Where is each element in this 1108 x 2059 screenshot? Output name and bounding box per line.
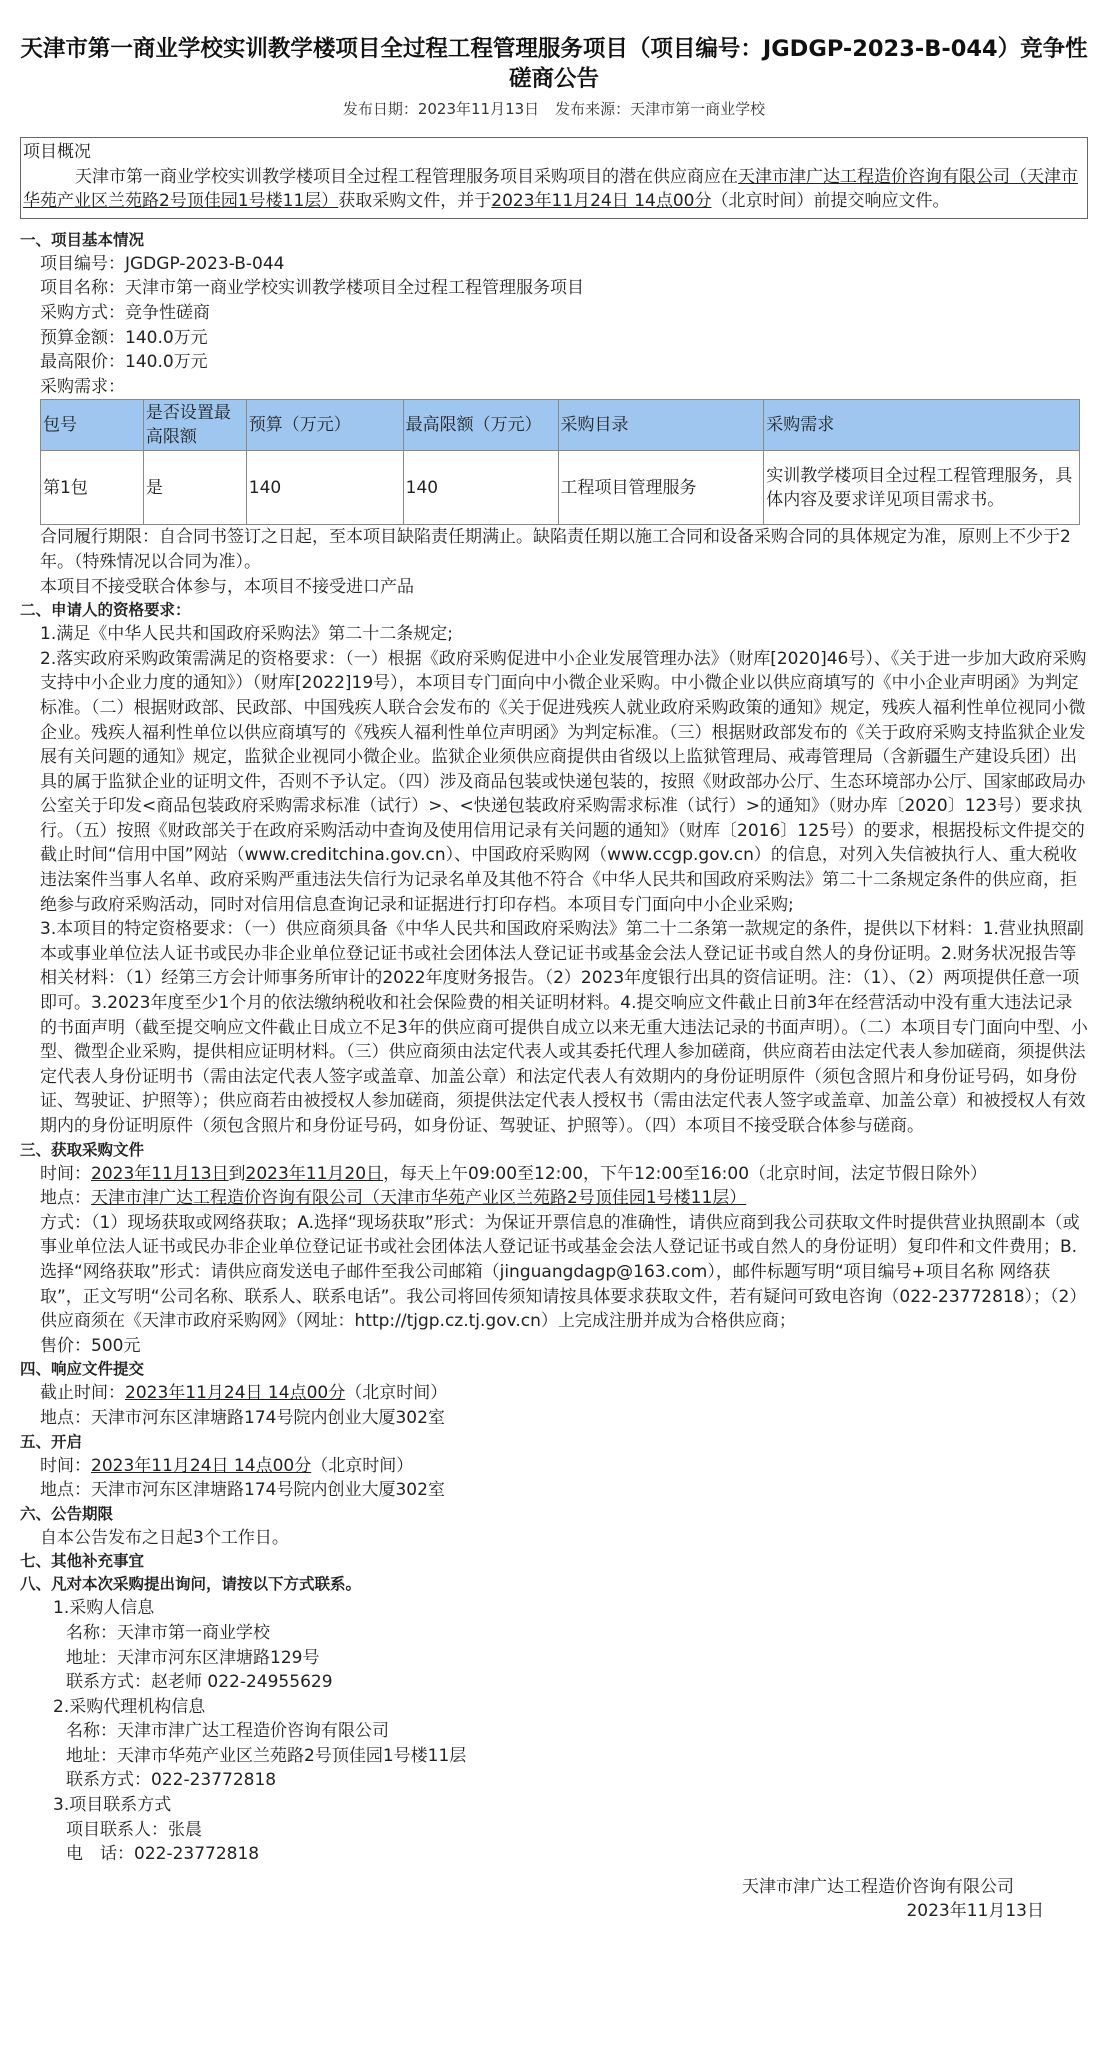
section-5-heading: 五、开启	[20, 1432, 83, 1451]
overview-text: 天津市第一商业学校实训教学楼项目全过程工程管理服务项目采购项目的潜在供应商应在天津市津广达工程造价咨询有限公司（天津市华苑产业区兰苑路2号顶佳园1号楼11层）获取采购文件，并于2023年11月24日 14点00分（北京时间）前提交响应文件。	[23, 166, 1078, 212]
publish-source: 发布来源：天津市第一商业学校	[555, 100, 766, 118]
table-header-cell: 最高限额（万元）	[403, 400, 558, 451]
acquire-end-date: 2023年11月20日	[245, 1163, 384, 1184]
section-4-heading: 四、响应文件提交	[20, 1360, 145, 1379]
table-header-cell: 是否设置最高限额	[143, 400, 246, 451]
contract-term: 合同履行期限：自合同书签订之日起，至本项目缺陷责任期满止。缺陷责任期以施工合同和设备采购合同的具体规定为准，原则上不少于2年。（特殊情况以合同为准）。	[40, 527, 1071, 572]
table-cell: 是	[143, 451, 246, 525]
purchaser-info-title: 1.采购人信息	[53, 1598, 155, 1619]
consortium-note: 本项目不接受联合体参与，本项目不接受进口产品	[40, 576, 414, 597]
section-7-heading: 七、其他补充事宜	[20, 1552, 145, 1571]
max-price: 最高限价：140.0万元	[40, 352, 208, 373]
section-8-heading: 八、凡对本次采购提出询问，请按以下方式联系。	[20, 1575, 362, 1594]
purchaser-address: 地址：天津市河东区津塘路129号	[66, 1647, 320, 1668]
project-number: 项目编号：JGDGP-2023-B-044	[40, 253, 285, 274]
project-contact-phone: 电 话：022-23772818	[66, 1844, 260, 1865]
opening-place: 地点：天津市河东区津塘路174号院内创业大厦302室	[40, 1480, 445, 1501]
supplier-location-link: 天津市津广达工程造价咨询有限公司（天津市华苑产业区兰苑路2号顶佳园1号楼11层）	[23, 166, 1078, 212]
table-cell: 140	[403, 451, 558, 525]
project-contact-title: 3.项目联系方式	[53, 1795, 172, 1816]
submission-deadline: 2023年11月24日 14点00分	[491, 191, 712, 212]
procurement-method: 采购方式：竞争性磋商	[40, 302, 210, 323]
acquire-start-date: 2023年11月13日	[91, 1163, 229, 1184]
table-header-cell: 包号	[41, 400, 144, 451]
section-2-heading: 二、申请人的资格要求：	[20, 601, 191, 620]
qualification-1: 1.满足《中华人民共和国政府采购法》第二十二条规定;	[40, 624, 453, 645]
table-header-cell: 采购目录	[558, 400, 764, 451]
project-overview-box	[20, 137, 1088, 219]
qualification-3: 3.本项目的特定资格要求：（一）供应商须具备《中华人民共和国政府采购法》第二十二条第一款规定的条件，提供以下材料：1.营业执照副本或事业单位法人证书或民办非企业单位登记证书或社会团体法人登记证书或基金会法人登记证书或自然人的身份证明。2.财务状况报告等相关材料：（1）经第三方会计师事务所审计的2022年度财务报告。（2）2023年度银行出具的资信证明。注：（1）、（2）两项提供任意一项即可。3.2023年度至少1个月的依法缴纳税收和社会保险费的相关证明材料。4.提交响应文件截止日前3年在经营活动中没有重大违法记录的书面声明（截至提交响应文件截止日成立不足3年的供应商可提供自成立以来无重大违法记录的书面声明）。（二）本项目专门面向中型、小型、微型企业采购，提供相应证明材料。（三）供应商须由法定代表人或其委托代理人参加磋商，供应商若由法定代表人参加磋商，须提供法定代表人身份证明书（需由法定代表人签字或盖章、加盖公章）和法定代表人有效期内的身份证明原件（须包含照片和身份证号码，如身份证、驾驶证、护照等）；供应商若由被授权人参加磋商，须提供法定代表人授权书（需由法定代表人签字或盖章、加盖公章）和被授权人有效期内的身份证明原件（须包含照片和身份证号码，如身份证、驾驶证、护照等）。（四）本项目不接受联合体参与磋商。	[40, 919, 1088, 1136]
budget-amount: 预算金额：140.0万元	[40, 327, 208, 348]
project-basic-info	[20, 252, 1088, 400]
table-cell: 第1包	[41, 451, 144, 525]
submit-deadline-value: 2023年11月24日 14点00分	[125, 1383, 346, 1404]
document-price: 售价：500元	[40, 1335, 141, 1356]
agency-name: 名称：天津市津广达工程造价咨询有限公司	[66, 1721, 389, 1742]
section-1-heading: 一、项目基本情况	[20, 230, 145, 249]
opening-time-value: 2023年11月24日 14点00分	[91, 1455, 312, 1476]
acquire-time: 时间：2023年11月13日到2023年11月20日，每天上午09:00至12:00，下午12:00至16:00（北京时间，法定节假日除外）	[40, 1163, 988, 1184]
publish-date: 发布日期：2023年11月13日	[342, 100, 540, 118]
agency-info-title: 2.采购代理机构信息	[53, 1696, 206, 1717]
overview-title: 项目概况	[23, 142, 91, 162]
qualification-2: 2.落实政府采购政策需满足的资格要求：（一）根据《政府采购促进中小企业发展管理办法》（财库[2020]46号）、《关于进一步加大政府采购支持中小企业力度的通知》）（财库[2022]19号），本项目专门面向中小微企业采购。中小微企业以供应商填写的《中小企业声明函》为判定标准。（二）根据财政部、民政部、中国残疾人联合会发布的《关于促进残疾人就业政府采购政策的通知》规定，残疾人福利性单位视同小微企业。残疾人福利性单位以供应商填写的《残疾人福利性单位声明函》为判定标准。（三）根据财政部发布的《关于政府采购支持监狱企业发展有关问题的通知》规定，监狱企业视同小微企业。监狱企业须供应商提供由省级以上监狱管理局、戒毒管理局（含新疆生产建设兵团）出具的属于监狱企业的证明文件，否则不予认定。（四）涉及商品包装或快递包装的，按照《财政部办公厅、生态环境部办公厅、国家邮政局办公室关于印发<商品包装政府采购需求标准（试行）>、<快递包装政府采购需求标准（试行）>的通知》（财办库〔2020〕123号）要求执行。（五）按照《财政部关于在政府采购活动中查询及使用信用记录有关问题的通知》（财库〔2016〕125号）的要求，根据投标文件提交的截止时间“信用中国”网站（www.creditchina.gov.cn）、中国政府采购网（www.ccgp.gov.cn）的信息，对列入失信被执行人、重大税收违法案件当事人名单、政府采购严重违法失信行为记录名单及其他不符合《中华人民共和国政府采购法》第二十二条规定条件的供应商，拒绝参与政府采购活动，同时对信用信息查询记录和证据进行打印存档。本项目专门面向中小企业采购;	[40, 648, 1087, 915]
submit-place: 地点：天津市河东区津塘路174号院内创业大厦302室	[40, 1407, 445, 1428]
procurement-needs-label: 采购需求：	[40, 376, 125, 397]
project-name: 项目名称：天津市第一商业学校实训教学楼项目全过程工程管理服务项目	[40, 278, 584, 299]
footer-date: 2023年11月13日	[906, 1901, 1044, 1922]
acquire-method: 方式：（1）现场获取或网络获取；A.选择“现场获取”形式：为保证开票信息的准确性，请供应商到我公司获取文件时提供营业执照副本（或事业单位法人证书或民办非企业单位登记证书或社会团体法人登记证书或基金会法人登记证书或自然人的身份证明）复印件和文件费用；B.选择“网络获取”形式：请供应商发送电子邮件至我公司邮箱（jinguangdagp@163.com），邮件标题写明“项目编号+项目名称 网络获取”，正文写明“公司名称、联系人、联系电话”。我公司将回传须知请按具体要求获取文件，若有疑问可致电咨询（022-23772818）；（2）供应商须在《天津市政府采购网》（网址：http://tjgp.cz.tj.gov.cn）上完成注册并成为合格供应商；	[40, 1212, 1087, 1332]
acquire-place-link: 天津市津广达工程造价咨询有限公司（天津市华苑产业区兰苑路2号顶佳园1号楼11层）	[91, 1188, 747, 1209]
procurement-table	[40, 399, 1080, 525]
publish-meta	[20, 98, 1088, 120]
submit-deadline: 截止时间：2023年11月24日 14点00分（北京时间）	[40, 1383, 448, 1404]
announcement-period: 自本公告发布之日起3个工作日。	[40, 1527, 289, 1548]
table-cell: 实训教学楼项目全过程工程管理服务，具体内容及要求详见项目需求书。	[764, 451, 1080, 525]
table-cell: 140	[246, 451, 403, 525]
purchaser-contact: 联系方式：赵老师 022-24955629	[66, 1672, 333, 1693]
table-cell: 工程项目管理服务	[558, 451, 764, 525]
page-title: 天津市第一商业学校实训教学楼项目全过程工程管理服务项目（项目编号：JGDGP-2023-B-044）竞争性磋商公告	[20, 36, 1088, 92]
table-header-row	[41, 400, 1080, 451]
table-row	[41, 451, 1080, 525]
footer-org: 天津市津广达工程造价咨询有限公司	[742, 1876, 1014, 1897]
opening-time: 时间：2023年11月24日 14点00分（北京时间）	[40, 1455, 414, 1476]
agency-address: 地址：天津市华苑产业区兰苑路2号顶佳园1号楼11层	[66, 1745, 467, 1766]
section-3-heading: 三、获取采购文件	[20, 1140, 145, 1159]
agency-contact: 联系方式：022-23772818	[66, 1770, 277, 1791]
project-contact-person: 项目联系人：张晨	[66, 1819, 202, 1840]
acquire-place: 地点：天津市津广达工程造价咨询有限公司（天津市华苑产业区兰苑路2号顶佳园1号楼11层）	[40, 1188, 747, 1209]
table-header-cell: 预算（万元）	[246, 400, 403, 451]
section-6-heading: 六、公告期限	[20, 1504, 114, 1523]
purchaser-name: 名称：天津市第一商业学校	[66, 1622, 270, 1643]
table-header-cell: 采购需求	[764, 400, 1080, 451]
